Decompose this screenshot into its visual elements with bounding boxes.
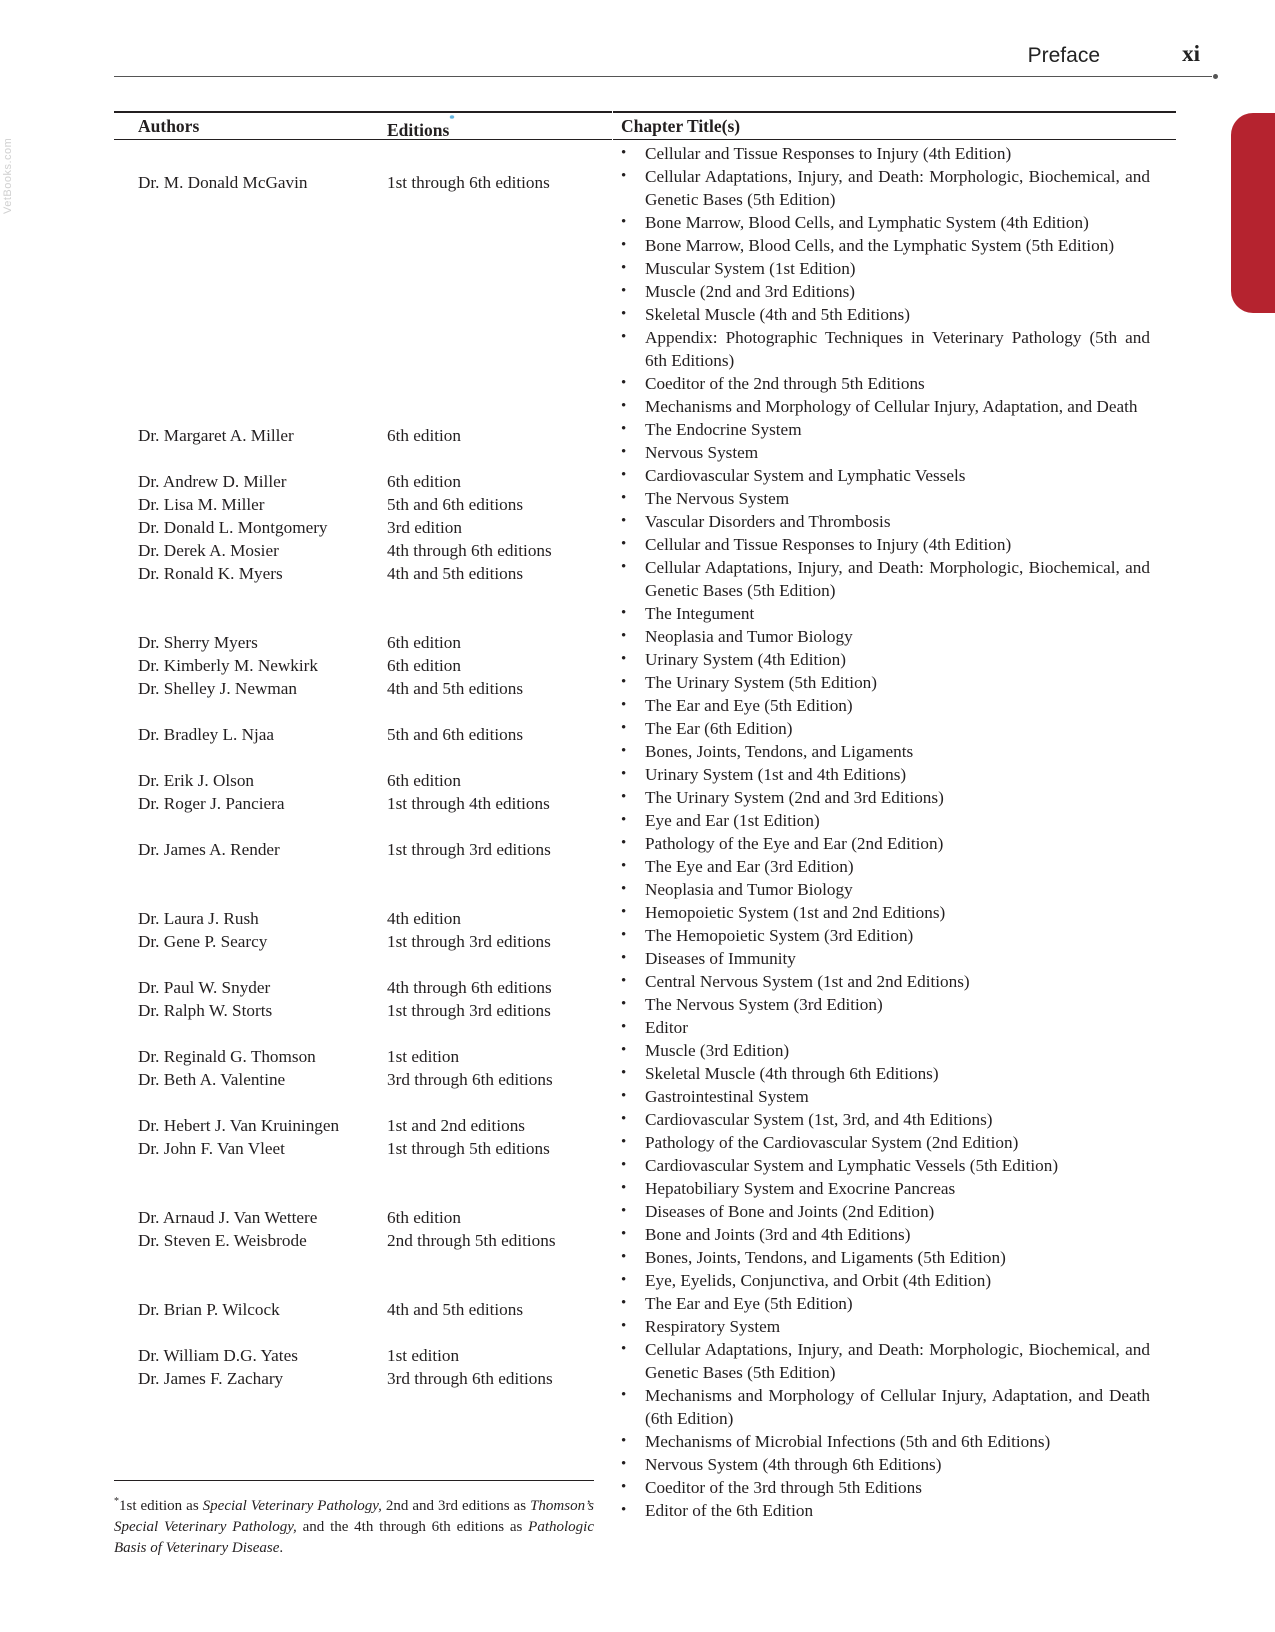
author-editions: 1st through 3rd editions (387, 840, 551, 859)
chapter-item: • Skeletal Muscle (4th and 5th Editions) (613, 303, 1176, 326)
chapter-item: • Muscle (2nd and 3rd Editions) (613, 280, 1176, 303)
footnote-title: Thomson’s Special Veterinary Pathology, (114, 1498, 594, 1535)
chapter-item: • Gastrointestinal System (613, 1085, 1176, 1108)
author-editions: 1st through 3rd editions (387, 1001, 551, 1020)
author-name: Dr. Andrew D. Miller (138, 472, 287, 491)
chapter-item: • The Integument (613, 602, 1176, 625)
author-editions: 1st through 6th editions (387, 173, 550, 192)
author-name: Dr. Reginald G. Thomson (138, 1047, 316, 1066)
author-editions: 1st through 3rd editions (387, 932, 551, 951)
chapter-item: • Cardiovascular System and Lymphatic Vessels (613, 464, 1176, 487)
chapter-item: • The Urinary System (2nd and 3rd Editions) (613, 786, 1176, 809)
author-editions: 2nd through 5th editions (387, 1231, 556, 1250)
chapter-item: • Neoplasia and Tumor Biology (613, 878, 1176, 901)
rule-end-dot (1213, 74, 1218, 79)
author-editions: 3rd through 6th editions (387, 1369, 553, 1388)
table-row (114, 677, 612, 700)
chapter-item: • Appendix: Photographic Techniques in Veterinary Pathology (5th and 6th Editions) (613, 326, 1176, 372)
author-name: Dr. Derek A. Mosier (138, 541, 279, 560)
authors-header: Authors (138, 116, 200, 136)
footnote-text: 2nd and 3rd editions as (381, 1498, 531, 1514)
chapter-item: • Nervous System (4th through 6th Editions) (613, 1453, 1176, 1476)
footnote-text: 1st edition as (119, 1498, 203, 1514)
author-name: Dr. Laura J. Rush (138, 909, 259, 928)
chapter-item: • Cellular Adaptations, Injury, and Death: Morphologic, Biochemical, and Genetic Bases (5th Edition) (613, 556, 1176, 602)
table-row (114, 1045, 612, 1068)
footnote-text: and the 4th through 6th editions as (296, 1519, 529, 1535)
chapter-item: • Central Nervous System (1st and 2nd Editions) (613, 970, 1176, 993)
author-name: Dr. Brian P. Wilcock (138, 1300, 280, 1319)
chapter-list (613, 142, 1176, 1522)
chapter-item: • Mechanisms and Morphology of Cellular Injury, Adaptation, and Death (6th Edition) (613, 1384, 1176, 1430)
running-head-section: Preface (1027, 44, 1100, 67)
author-editions: 6th edition (387, 426, 461, 445)
table-row (114, 907, 612, 930)
watermark: VetBooks.com (2, 137, 14, 214)
author-name: Dr. Bradley L. Njaa (138, 725, 275, 744)
author-name: Dr. Donald L. Montgomery (138, 518, 328, 537)
author-name: Dr. Sherry Myers (138, 633, 258, 652)
author-name: Dr. Roger J. Panciera (138, 794, 285, 813)
table-header-left (114, 111, 612, 140)
table-row (114, 930, 612, 953)
thumb-tab (1231, 113, 1275, 313)
table-row (114, 1298, 612, 1321)
author-editions: 6th edition (387, 472, 461, 491)
chapter-item: • Cellular Adaptations, Injury, and Death: Morphologic, Biochemical, and Genetic Bases (5th Edition) (613, 165, 1176, 211)
author-editions: 4th and 5th editions (387, 564, 524, 583)
editions-header (387, 113, 455, 143)
chapter-item: • Cellular Adaptations, Injury, and Death: Morphologic, Biochemical, and Genetic Bases (5th Edition) (613, 1338, 1176, 1384)
footnote (114, 1480, 594, 1559)
chapter-item: • Editor of the 6th Edition (613, 1499, 1176, 1522)
author-editions: 5th and 6th editions (387, 725, 524, 744)
chapter-item: • Coeditor of the 3rd through 5th Editions (613, 1476, 1176, 1499)
table-row (114, 493, 612, 516)
table-row (114, 792, 612, 815)
author-name: Dr. Paul W. Snyder (138, 978, 271, 997)
table-row (114, 1229, 612, 1252)
footnote-title: Pathologic Basis of Veterinary Disease (114, 1519, 594, 1556)
author-name: Dr. Beth A. Valentine (138, 1070, 286, 1089)
chapter-item: • Mechanisms and Morphology of Cellular Injury, Adaptation, and Death (613, 395, 1176, 418)
running-head (114, 36, 1212, 77)
authors-editions-table (114, 111, 612, 1388)
chapter-item: • Bone Marrow, Blood Cells, and Lymphatic System (4th Edition) (613, 211, 1176, 234)
footnote-text: . (279, 1540, 284, 1556)
chapter-item: • Muscular System (1st Edition) (613, 257, 1176, 280)
author-editions: 1st through 5th editions (387, 1139, 550, 1158)
author-editions: 4th through 6th editions (387, 541, 552, 560)
author-name: Dr. William D.G. Yates (138, 1346, 298, 1365)
chapter-item: • Skeletal Muscle (4th through 6th Editions) (613, 1062, 1176, 1085)
author-editions: 4th edition (387, 909, 461, 928)
author-editions: 1st and 2nd editions (387, 1116, 525, 1135)
author-name: Dr. James A. Render (138, 840, 280, 859)
table-row (114, 769, 612, 792)
author-name: Dr. Lisa M. Miller (138, 495, 265, 514)
chapter-item: • Cardiovascular System (1st, 3rd, and 4th Editions) (613, 1108, 1176, 1131)
author-editions: 3rd through 6th editions (387, 1070, 553, 1089)
table-row (114, 424, 612, 447)
chapter-item: • Pathology of the Cardiovascular System (2nd Edition) (613, 1131, 1176, 1154)
table-row (114, 562, 612, 585)
author-name: Dr. Shelley J. Newman (138, 679, 297, 698)
table-row (114, 1344, 612, 1367)
chapter-item: • The Nervous System (613, 487, 1176, 510)
chapter-item: • Coeditor of the 2nd through 5th Editions (613, 372, 1176, 395)
author-editions: 3rd edition (387, 518, 462, 537)
table-row (114, 1367, 612, 1390)
chapter-item: • Cellular and Tissue Responses to Injury (4th Edition) (613, 142, 1176, 165)
author-editions: 6th edition (387, 656, 461, 675)
author-editions: 1st edition (387, 1047, 460, 1066)
table-row (114, 976, 612, 999)
chapter-item: • Eye and Ear (1st Edition) (613, 809, 1176, 832)
author-editions: 4th and 5th editions (387, 679, 524, 698)
author-editions: 6th edition (387, 1208, 461, 1227)
chapter-item: • The Urinary System (5th Edition) (613, 671, 1176, 694)
chapter-item: • The Nervous System (3rd Edition) (613, 993, 1176, 1016)
table-row (114, 838, 612, 861)
author-editions: 6th edition (387, 771, 461, 790)
table-row (114, 539, 612, 562)
author-name: Dr. M. Donald McGavin (138, 173, 308, 192)
chapter-item: • The Eye and Ear (3rd Edition) (613, 855, 1176, 878)
chapter-item: • Cardiovascular System and Lymphatic Vessels (5th Edition) (613, 1154, 1176, 1177)
chapter-item: • Urinary System (4th Edition) (613, 648, 1176, 671)
footnote-title: Special Veterinary Pathology, (202, 1498, 382, 1514)
author-name: Dr. Ralph W. Storts (138, 1001, 273, 1020)
chapter-item: • Mechanisms of Microbial Infections (5th and 6th Editions) (613, 1430, 1176, 1453)
author-editions: 5th and 6th editions (387, 495, 524, 514)
chapter-item: • Eye, Eyelids, Conjunctiva, and Orbit (4th Edition) (613, 1269, 1176, 1292)
chapter-item: • Hepatobiliary System and Exocrine Pancreas (613, 1177, 1176, 1200)
chapters-table (613, 111, 1176, 1520)
table-row (114, 654, 612, 677)
table-row (114, 999, 612, 1022)
chapter-item: • Nervous System (613, 441, 1176, 464)
chapter-item: • Bone Marrow, Blood Cells, and the Lymphatic System (5th Edition) (613, 234, 1176, 257)
author-name: Dr. Steven E. Weisbrode (138, 1231, 307, 1250)
author-editions: 6th edition (387, 633, 461, 652)
author-name: Dr. Erik J. Olson (138, 771, 255, 790)
table-row (114, 1068, 612, 1091)
table-row (114, 516, 612, 539)
author-name: Dr. James F. Zachary (138, 1369, 284, 1388)
chapter-item: • Bones, Joints, Tendons, and Ligaments (5th Edition) (613, 1246, 1176, 1269)
chapter-item: • Hemopoietic System (1st and 2nd Editions) (613, 901, 1176, 924)
author-editions: 4th through 6th editions (387, 978, 552, 997)
author-name: Dr. John F. Van Vleet (138, 1139, 285, 1158)
chapter-item: • Cellular and Tissue Responses to Injury (4th Edition) (613, 533, 1176, 556)
chapters-header: Chapter Title(s) (621, 116, 741, 136)
author-editions: 1st edition (387, 1346, 460, 1365)
chapter-item: • Bones, Joints, Tendons, and Ligaments (613, 740, 1176, 763)
table-header-right (613, 111, 1176, 140)
table-row (114, 1137, 612, 1160)
chapter-item: • Editor (613, 1016, 1176, 1039)
chapter-item: • Vascular Disorders and Thrombosis (613, 510, 1176, 533)
chapter-item: • Muscle (3rd Edition) (613, 1039, 1176, 1062)
author-name: Dr. Hebert J. Van Kruiningen (138, 1116, 340, 1135)
chapter-item: • Diseases of Immunity (613, 947, 1176, 970)
page-number: xi (1182, 41, 1200, 66)
chapter-item: • Pathology of the Eye and Ear (2nd Edition) (613, 832, 1176, 855)
author-name: Dr. Ronald K. Myers (138, 564, 283, 583)
editions-header-label: Editions (387, 119, 450, 140)
author-name: Dr. Gene P. Searcy (138, 932, 268, 951)
author-name: Dr. Kimberly M. Newkirk (138, 656, 318, 675)
chapter-item: • The Hemopoietic System (3rd Edition) (613, 924, 1176, 947)
chapter-item: • Bone and Joints (3rd and 4th Editions) (613, 1223, 1176, 1246)
table-row (114, 1206, 612, 1229)
chapter-item: • Neoplasia and Tumor Biology (613, 625, 1176, 648)
chapter-item: • The Ear and Eye (5th Edition) (613, 694, 1176, 717)
chapter-item: • Urinary System (1st and 4th Editions) (613, 763, 1176, 786)
table-row (114, 723, 612, 746)
table-row (114, 1114, 612, 1137)
chapter-item: • Diseases of Bone and Joints (2nd Edition) (613, 1200, 1176, 1223)
chapter-item: • Respiratory System (613, 1315, 1176, 1338)
table-row (114, 631, 612, 654)
footnote-mark: * (449, 113, 455, 125)
chapter-item: • The Ear and Eye (5th Edition) (613, 1292, 1176, 1315)
chapter-item: • The Endocrine System (613, 418, 1176, 441)
author-editions: 1st through 4th editions (387, 794, 550, 813)
author-name: Dr. Arnaud J. Van Wettere (138, 1208, 318, 1227)
table-row (114, 171, 612, 194)
table-row (114, 470, 612, 493)
author-name: Dr. Margaret A. Miller (138, 426, 294, 445)
footnote-mark: * (114, 1496, 119, 1507)
chapter-item: • The Ear (6th Edition) (613, 717, 1176, 740)
author-editions: 4th and 5th editions (387, 1300, 524, 1319)
